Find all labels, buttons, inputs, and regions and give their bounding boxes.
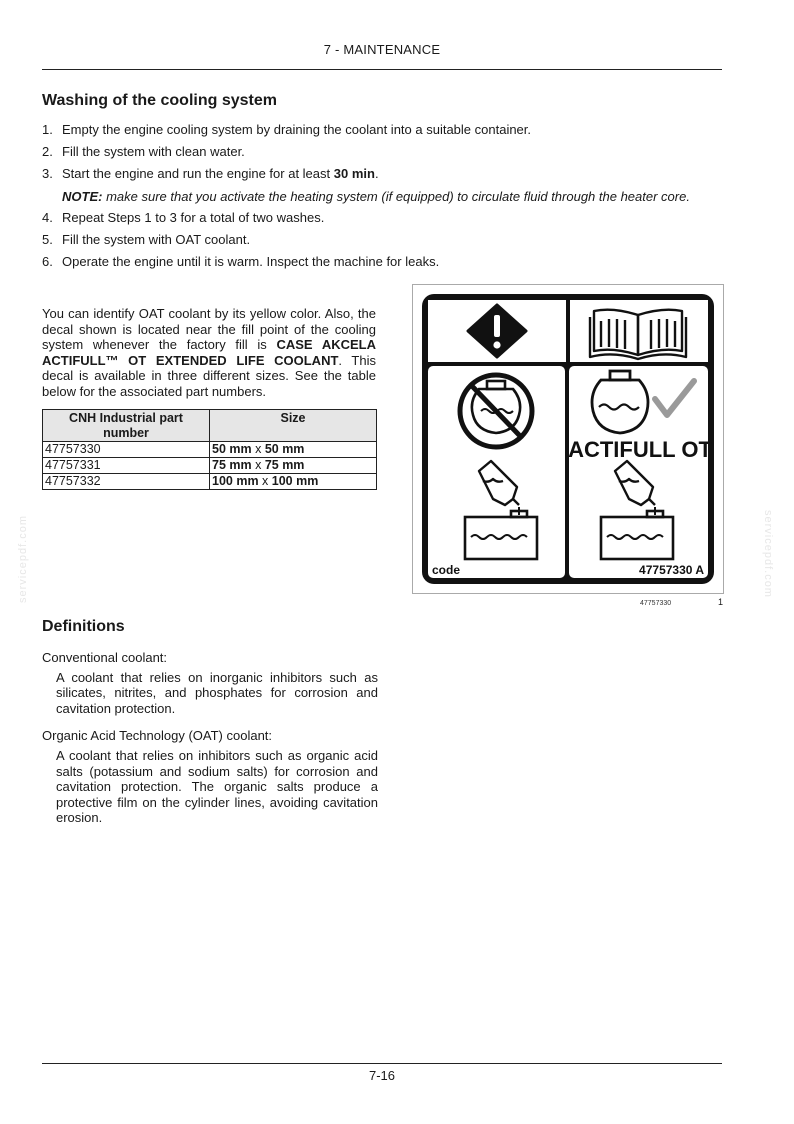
size-width: 75 mm — [212, 458, 252, 472]
definition-term: Organic Acid Technology (OAT) coolant: — [42, 728, 273, 744]
size-cell — [210, 442, 377, 458]
oat-intro-paragraph — [42, 306, 376, 400]
watermark-left: servicepdf.com — [17, 515, 29, 603]
size-separator: x — [251, 442, 265, 456]
size-height: 50 mm — [264, 442, 305, 456]
step-number: 1. — [42, 122, 53, 137]
decal-part-code: 47757330 A — [639, 563, 704, 577]
step-item — [42, 165, 732, 187]
step-text-part: . — [374, 166, 379, 181]
page-number: 7-16 — [368, 1068, 396, 1083]
decal-brand-text: ACTIFULL OT — [568, 437, 712, 462]
decal-code-label: code — [432, 563, 461, 577]
table-row — [43, 442, 377, 458]
size-height: 75 mm — [264, 458, 305, 472]
column-header-part-number: CNH Industrial part number — [43, 410, 210, 442]
intro-product-name: CASE AKCELA ACTIFULL™ OT EXTENDED LIFE COOLANT — [42, 337, 376, 368]
page-header-title: 7 - MAINTENANCE — [323, 42, 441, 57]
size-separator: x — [251, 458, 265, 472]
step-text — [62, 165, 379, 183]
size-width: 100 mm — [212, 474, 259, 488]
prohibited-panel — [428, 366, 565, 578]
watermark-right: servicepdf.com — [762, 510, 774, 598]
figure-number: 1 — [718, 597, 724, 607]
definition-text: A coolant that relies on inhibitors such as organic acid salts (potassium and sodium salts) for corrosion and cavitation protection. The organic salts produce a protective film on the cylinder lines, avoiding cavitation erosion. — [56, 747, 378, 826]
note-label: NOTE: — [62, 189, 103, 204]
table-row — [43, 474, 377, 490]
step-text: Fill the system with clean water. — [62, 144, 245, 159]
definition-term: Conventional coolant: — [42, 650, 168, 665]
intro-text: You can identify OAT coolant by its yellow color. Also, the decal shown is located near the fill point of the cooling system whenever the factory fill is — [42, 306, 376, 353]
table-header-row — [43, 410, 377, 442]
step-number: 2. — [42, 144, 53, 159]
part-number-cell: 47757330 — [43, 442, 210, 458]
step-duration: 30 min — [333, 166, 375, 181]
step-text: Operate the engine until it is warm. Inspect the machine for leaks. — [62, 254, 440, 269]
step-text-part: Start the engine and run the engine for at least — [62, 166, 334, 181]
definition-text: A coolant that relies on inorganic inhibitors such as silicates, nitrites, and phosphates for corrosion and cavitation protection. — [56, 669, 378, 716]
step-text: Empty the engine cooling system by draining the coolant into a suitable container. — [62, 122, 532, 137]
intro-text: . This decal is available in three different sizes. See the table below for the associated part numbers. — [42, 352, 376, 399]
washing-steps-list — [42, 121, 732, 275]
column-header-size: Size — [210, 410, 377, 442]
step-number: 5. — [42, 232, 53, 247]
step-number: 4. — [42, 210, 53, 225]
step-item — [42, 231, 732, 253]
size-separator: x — [258, 474, 272, 488]
size-width: 50 mm — [212, 442, 252, 456]
step-number: 6. — [42, 254, 53, 269]
step-item — [42, 253, 732, 275]
coolant-decal-figure — [412, 284, 724, 594]
size-cell — [210, 474, 377, 490]
step-item — [42, 143, 732, 165]
table-row — [43, 458, 377, 474]
coolant-decal-illustration — [413, 285, 723, 593]
size-height: 100 mm — [271, 474, 319, 488]
part-number-cell: 47757332 — [43, 474, 210, 490]
note — [42, 187, 732, 209]
part-number-table — [42, 409, 377, 490]
step-text: Fill the system with OAT coolant. — [62, 232, 251, 247]
figure-caption: 47757330 — [640, 600, 672, 607]
footer-rule — [42, 1063, 722, 1064]
step-number: 3. — [42, 166, 53, 181]
section-heading-washing: Washing of the cooling system — [42, 92, 277, 109]
size-cell — [210, 458, 377, 474]
step-item — [42, 209, 732, 231]
step-text: Repeat Steps 1 to 3 for a total of two washes. — [62, 210, 325, 225]
header-rule — [42, 69, 722, 70]
part-number-cell: 47757331 — [43, 458, 210, 474]
section-heading-definitions: Definitions — [42, 618, 125, 635]
definitions-list — [42, 650, 378, 838]
step-item — [42, 121, 732, 143]
note-text: make sure that you activate the heating system (if equipped) to circulate fluid through the heater core. — [102, 189, 690, 204]
